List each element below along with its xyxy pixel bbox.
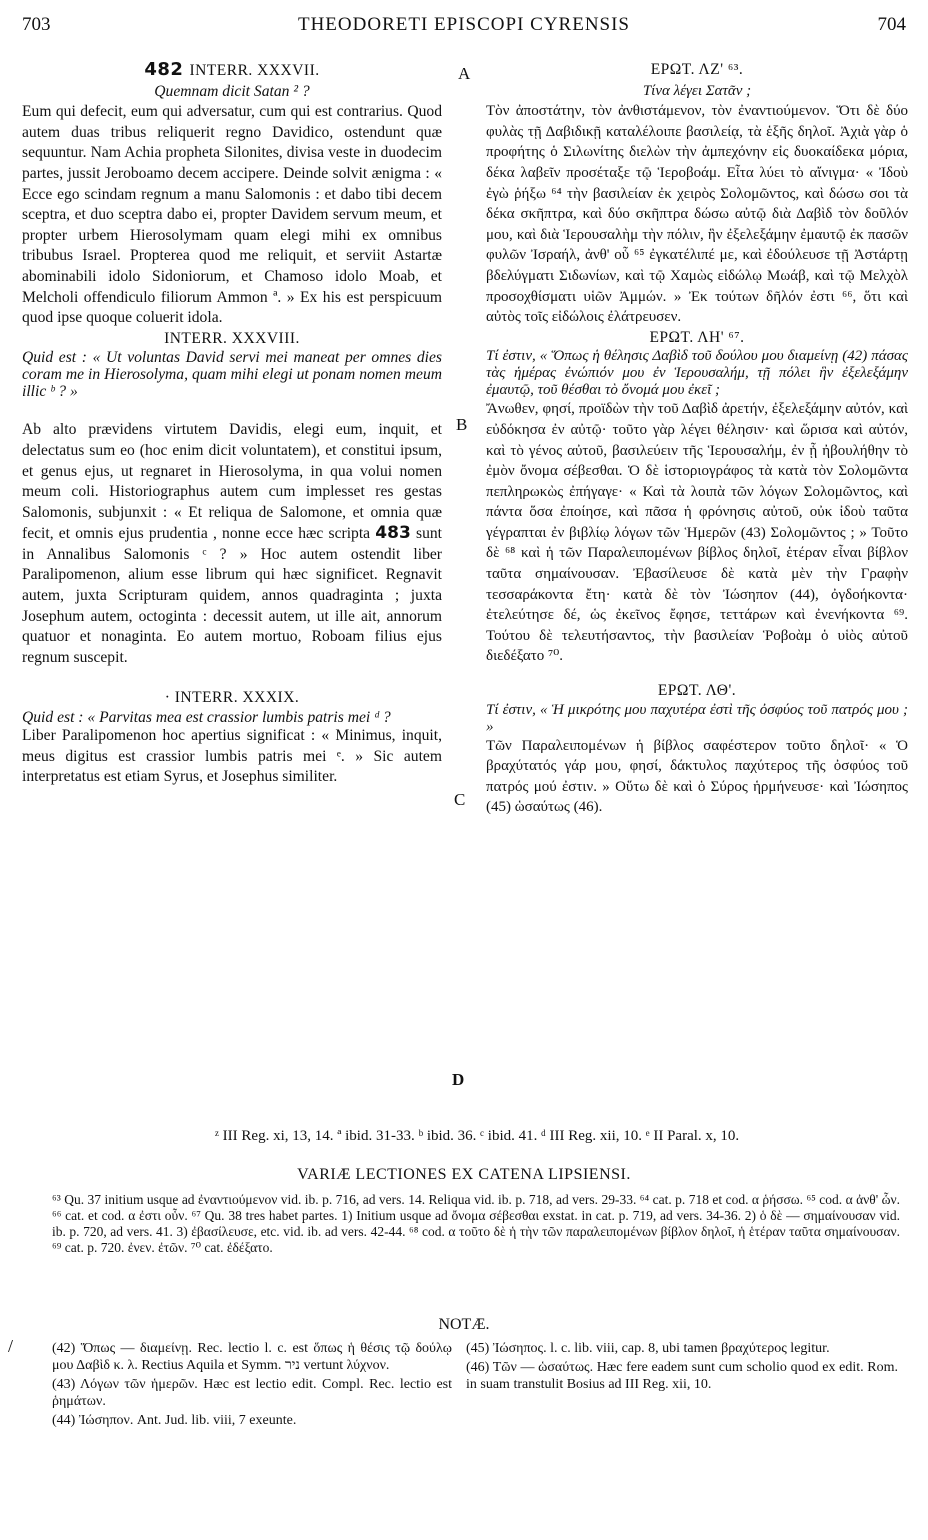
greek-answer-39: Τῶν Παραλειπομένων ἡ βίβλος σαφέστερον τοῦτο δηλοῖ· « Ὁ βραχύτατός γάρ μου, φησί, δάκτυλος παχύτερος τῆς ὀσφύος τοῦ πατρός μού ἐστιν. » Οὕτω δὲ καὶ ὁ Σύρος ἡρμήνευσε· καὶ Ἰώσηπος (45) ὡσαύτως (46). xyxy=(486,737,908,816)
heading-text: INTERR. XXXVII. xyxy=(189,62,320,79)
margin-marker-b: B xyxy=(456,415,468,434)
margin-marker-d: D xyxy=(452,1070,465,1089)
greek-column xyxy=(486,60,908,818)
latin-answer-39: Liber Paralipomenon hoc apertius significat : « Minimus, inquit, meus digitus est crassior lumbis patris mei ᵉ. » Sic autem interpretatus est etiam Syrus, et Josephus similiter. xyxy=(22,727,442,786)
latin-question-37-heading xyxy=(22,60,442,82)
greek-question-39-heading: ΕΡΩΤ. ΛΘ'. xyxy=(657,682,737,700)
greek-question-38-heading: ΕΡΩΤ. ΛΗ' ⁶⁷. xyxy=(649,328,745,346)
note-45: (45) Ἰώσηπος. l. c. lib. viii, cap. 8, ubi tamen βραχύτερος legitur. xyxy=(466,1341,830,1356)
latin-answer-37: Eum qui defecit, eum qui adversatur, cum qui est contrarius. Quod autem duas tribus reliquerit regno Davidico, ostendunt quæ sequuntur. Nam Achia propheta Silonites, divisa veste in duodecim partes, jussit Jeroboamo decem accipere. Deinde solvit ænigma : « Ecce ego scindam regnum a manu Salomonis : et dabo tibi decem sceptra, et duo sceptra dabo ei, propter Davidem servum meum, et propter urbem Hierosolymam quam elegi mihi ex omnibus tribubus Israel. Propterea quod me reliquit, et serviit Astartæ abominabili idolo Sidoniorum, et Chamoso idolo Moab, et Melcholi offendiculo filiorum Ammon ª. » Ex his est perspicuum quod ipse quoque coluerit idola. xyxy=(22,103,442,327)
greek-question-39-title: Τί ἐστιν, « Ἡ μικρότης μου παχυτέρα ἐστὶ τῆς ὀσφύος τοῦ πατρός μου ; » xyxy=(486,701,908,735)
notae-right-column xyxy=(466,1340,898,1395)
margin-number-483: 483 xyxy=(375,523,411,544)
margin-marker-c: C xyxy=(454,790,466,809)
latin-answer-38 xyxy=(22,420,442,668)
greek-answer-37: Τὸν ἀποστάτην, τὸν ἀνθιστάμενον, τὸν ἐναντιούμενον. Ὅτι δὲ δύο φυλὰς τῇ Δαβιδικῇ καταλέλοιπε βασιλείᾳ, τὰ ἑξῆς δηλοῖ. Ἀχιὰ γὰρ ὁ προφήτης ὁ Σιλωνίτης διελὼν τὴν ἀμπεχόνην εἰς δυοκαίδεκα μόρια, δέκα λαβεῖν προσέταξε τῷ Ἱεροβοάμ. Εἶτα λύει τὸ αἴνιγμα· « Ἰδοὺ ἐγὼ ῥήξω ⁶⁴ τὴν βασιλείαν ἐκ χειρὸς Σολομῶντος, καὶ δώσω σοι τὰ δέκα σκῆπτρα, καὶ δύο σκῆπτρα δώσω αὐτῷ διὰ Δαβὶδ τὸν δοῦλόν μου, καὶ διὰ Ἱερουσαλὴμ τὴν πόλιν, ἣν ἐξελεξάμην ἐμαυτῷ ἐκ πασῶν φυλῶν Ἰσραήλ, ἀνθ' οὗ ⁶⁵ ἐγκατέλιπέ με, καὶ ἐδούλευσε τῇ Ἀστάρτῃ βδελύγματι Σιδωνίων, καὶ τῷ Χαμὼς εἰδώλῳ Μωάβ, καὶ τῷ Μελχὸλ προσοχθίσματι υἱῶν Ἀμμών. » Ἐκ τούτων δῆλόν ἐστι ⁶⁶, ὅτι καὶ αὐτὸς τοῖς εἰδώλοις ἐλάτρευσεν. xyxy=(486,103,908,326)
note-46: (46) Τῶν — ὡσαύτως. Hæc fere eadem sunt cum scholio quod ex edit. Rom. in suam transtulit Bosius ad III Reg. xii, 10. xyxy=(466,1360,898,1392)
notae-left-column xyxy=(52,1340,452,1431)
latin-question-37-title: Quemnam dicit Satan ² ? xyxy=(154,82,310,100)
greek-question-37-heading: ΕΡΩΤ. ΛΖ' ⁶³. xyxy=(650,61,744,78)
right-page-number: 704 xyxy=(877,14,906,35)
greek-question-38-title: Τί ἐστιν, « Ὅπως ἡ θέλησις Δαβὶδ τοῦ δούλου μου διαμείνῃ (42) πάσας τὰς ἡμέρας ἐνώπιόν μου ἐν Ἱερουσαλήμ, τῇ πόλει ἣν ἐξελεξάμην ἐμαυτῷ, τοῦ θέσθαι τὸ ὄνομά μου ἐκεῖ ; xyxy=(486,348,908,399)
note-43: (43) Λόγων τῶν ἡμερῶν. Hæc est lectio edit. Compl. Rec. lectio est ῥημάτων. xyxy=(52,1377,452,1409)
latin-question-38-title: Quid est : « Ut voluntas David servi mei maneat per omnes dies coram me in Hierosolyma, quam mihi elegi ut ponam nomen meum illic ᵇ ? » xyxy=(22,349,442,401)
running-title: THEODORETI EPISCOPI CYRENSIS xyxy=(297,14,631,35)
variae-lectiones-text: ⁶³ Qu. 37 initium usque ad ἐναντιούμενον vid. ib. p. 716, ad vers. 14. Reliqua vid. ib. p. 718, ad vers. 29-33. ⁶⁴ cat. p. 718 et cod. α ῥήσσω. ⁶⁵ cod. α ἀνθ' ὧν. ⁶⁶ cat. et cod. α ἐστι οὖν. ⁶⁷ Qu. 38 tres habet partes. 1) Initium usque ad ὄνομα σέβεσθαι exstat. in cat. p. 719, ad vers. 34-36. 2) ὁ δὲ — σημαίνουσαν vid. ib. p. 720, ad vers. 41. 3) ἐβασίλευσε, etc. vid. ib. ad vers. 42-44. ⁶⁸ cod. α τοῦτο δὲ ἡ τὴν τῶν παραλειπομένων βίβλον δηλοῖ, ἡ ἑτέραν ταῦτα σημαίνουσαν. ⁶⁹ cat. p. 720. ἐνεν. ἐτῶν. ⁷⁰ cat. ἐδέξατο. xyxy=(52,1192,900,1255)
scripture-footnotes: ᶻ III Reg. xi, 13, 14. ª ibid. 31-33. ᵇ ibid. 36. ᶜ ibid. 41. ᵈ III Reg. xii, 10. ᵉ II Paral. x, 10. xyxy=(214,1128,740,1144)
left-page-number: 703 xyxy=(22,14,51,35)
latin-column xyxy=(22,60,442,788)
note-42: (42) Ὅπως — διαμείνῃ. Rec. lectio l. c. est ὅπως ἡ θέσις τῷ δούλῳ μου Δαβὶδ κ. λ. Rectius Aquila et Symm. ניר vertunt λύχνον. xyxy=(52,1341,452,1373)
latin-answer-38-part1: Ab alto prævidens virtutem Davidis, elegi eum, inquit, et delectatus sum eo (hoc enim dicit voluntatem), et constitui ipsum, et genus ejus, ut regnaret in Hierosolyma, in qua volui nomen meum coli. Historiographus autem cum implesset res gestas Salomonis, subjunxit : « Et reliqua de Salomone, et omnia quæ fecit, et omnis ejus prudentia , nonne ecce hæc scripta xyxy=(22,421,442,543)
margin-marker-a: A xyxy=(458,64,471,83)
greek-question-37-title: Τίνα λέγει Σατᾶν ; xyxy=(642,82,752,99)
latin-question-39-heading: · INTERR. XXXIX. xyxy=(164,689,300,707)
margin-number-482: 482 xyxy=(144,59,184,80)
notae-title: NOTÆ. xyxy=(438,1316,490,1333)
margin-slash-mark: / xyxy=(8,1336,14,1356)
latin-question-39-title: Quid est : « Parvitas mea est crassior lumbis patris mei ᵈ ? xyxy=(22,709,391,727)
variae-lectiones-title: VARIÆ LECTIONES EX CATENA LIPSIENSI. xyxy=(297,1166,631,1183)
note-44: (44) Ἰώσηπον. Ant. Jud. lib. viii, 7 exeunte. xyxy=(52,1413,297,1428)
latin-answer-38-part2: sunt in Annalibus Salomonis ᶜ ? » Hoc autem ostendit liber Paralipomenon, alium esse librum qui hæc significet. Regnavit autem, juxta Scripturam quidem, annos quadraginta ; juxta Josephum autem, octoginta : decessit autem, ut ille ait, annorum quatuor et nonaginta. Eo autem mortuo, Roboam filius ejus regnum suscepit. xyxy=(22,525,442,666)
latin-question-38-heading: INTERR. XXXVIII. xyxy=(164,329,300,347)
page-header xyxy=(0,6,928,36)
greek-answer-38: Ἄνωθεν, φησί, προϊδὼν τὴν τοῦ Δαβὶδ ἀρετήν, ἐξελεξάμην αὐτόν, καὶ εὐδόκησα ἐν αὐτῷ· τοῦτο γὰρ λέγει θέλησιν· καὶ ὥρισα καὶ αὐτόν, καὶ τὸ γένος αὐτοῦ, βασιλεύειν τῆς Ἱερουσαλήμ, ἐν ᾗ ἠβουλήθην τὸ ἐμὸν ὄνομα σέβεσθαι. Ὁ δὲ ἱστοριογράφος τὰ κατὰ τὸν Σολομῶντα πεπληρωκὼς ἐπήγαγε· « Καὶ τὰ λοιπὰ τῶν λόγων Σολομῶντος, καὶ πάντα ὅσα ἐποίησε, καὶ πᾶσα ἡ φρόνησις αὐτοῦ, οὐκ ἰδοὺ ταῦτα γέγραπται ἐν βιβλίῳ λόγων τῶν Ἡμερῶν (43) Σολομῶντος ; » Τοῦτο δὲ ⁶⁸ καὶ ἡ τῶν Παραλειπομένων βίβλος δηλοῖ, ἑτέραν εἶναι βίβλον ταῦτα σημαίνουσαν. Ἐβασίλευσε δὲ κατὰ μὲν τὴν Γραφὴν τεσσαράκοντα ἔτη· κατὰ δὲ τὸν Ἰώσηπον (44), ὀγδοήκοντα· ἐτελεύτησε δέ, ὡς ἐκεῖνος ἔφησε, τεττάρων καὶ ἐνενήκοντα ⁶⁹. Τούτου δὲ τελευτήσαντος, τὴν βασιλείαν Ῥοβοὰμ ὁ υἱὸς αὐτοῦ διεδέξατο ⁷⁰. xyxy=(486,401,908,665)
